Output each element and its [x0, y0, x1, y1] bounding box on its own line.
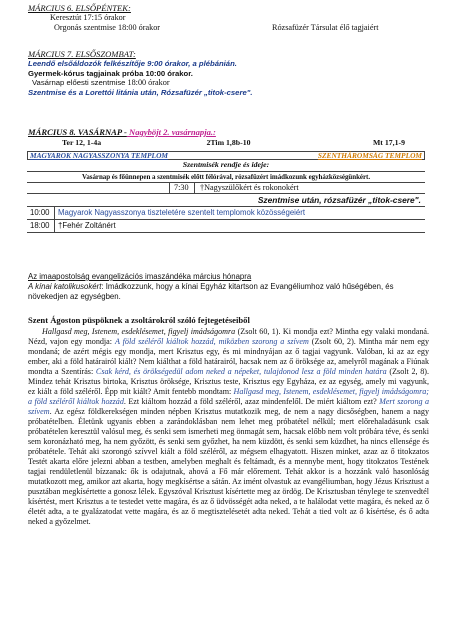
essay-body	[28, 327, 429, 527]
reading-1: Ter 12, 1-4a	[62, 138, 102, 147]
mass-intention-1: †Nagyszülőkért és rokonokért	[200, 183, 299, 192]
divider	[27, 171, 425, 172]
essay-text: . Ezt kiáltom hozzád a föld széléről, azaz mindenfelől. De miért kiáltom ezt?	[123, 397, 380, 407]
reading-3: Mt 17,1-9	[372, 138, 405, 147]
march6-line2b: Rózsafüzér Társulat élő tagjaiért	[272, 23, 379, 33]
reading-2: 2Tim 1,8b-10	[206, 138, 251, 147]
essay-text: . Az egész földkerekségen minden népben Krisztus mutatkozik meg, de nem a nagy dicsőségben, hanem a nagy próbatételben. Életünk ugyanis ebben a zarándoklásban nem lehet meg próbatétel nélkül; mert előrehaladásunk csak próbatételen keresztül valósul meg, és senki sem ismerheti meg önmagát sem, hacsak előbb nem volt próbára téve, és senki sem koronázható meg, ha nem győzött, és senki sem győzhet, ha nem küzdött, és senki sem küzdhet, ha nincs ellensége és próbatétele. Tehát aki szorongó szívvel kiált a föld széléről, az mégsem elhagyatott. Hiszen minket, azaz az ő titokzatos Testét akarta előre jelezni abban a testben, amelyben meghalt és feltámadt, és a mennybe ment, hogy titokzatos Testének tagjai rendületlenül bízzanak: ők is odajutnak, ahová a Fő már előrement. Tehát akkor is a hozzánk való hasonlóság mutatkozott meg, amikor azt akarta, hogy megkísértse a sátán. Az imént olvastuk az evangéliumban, hogy Jézus Krisztust a pusztában megkísértette a gonosz lélek. Egyszóval Krisztust kísértette meg az ördög. De Krisztusban ténylege te szenvedtél kísértést, mert Krisztus a te testedet vette magára, és az ő üdvösségét adta neked, a te halálodat vette magára, és neked az ő életét adta, a te gyalázatodat vette magára, és az ő megtisztelésetét adta neked. Tehát a tied volt az ő kísértése, és ő adta neked a győzelmet.	[28, 407, 429, 527]
essay-section	[28, 315, 429, 527]
essay-text: (Zsolt 60, 2). Mintha már nem egy mondaná; de azért mégis egy mondja, mert Krisztus egy, és mi mindnyájan az ő tagjai vagyunk. Valóban, ki az az egy ember, aki a föld határairól kiált? Nem kiálthat a föld határairól, hacsak nem az ő öröksége az, amelyről magának a Fiúnak mondta a Szentírás:	[28, 337, 430, 377]
mass-time-3: 10:00	[30, 208, 50, 217]
march8-header: MÁRCIUS 8. VASÁRNAP -	[28, 127, 127, 137]
prayer-text-b: : Imádkozzunk, hogy a kínai Egyház kitartson az Evangéliumhoz való hűségében, és növekedjen az egységben.	[28, 281, 394, 301]
march6-line2	[28, 23, 429, 33]
march6-line2a: Orgonás szentmise 18:00 órakor	[54, 23, 161, 33]
march7-line4: Szentmise és a Lorettói litánia után, Rózsafüzér „titok-csere".	[28, 88, 253, 98]
march8-section	[28, 127, 429, 148]
readings-row	[28, 138, 429, 148]
march7-line2: Gyermek-kórus tagjainak próba 10:00 órakor.	[28, 68, 193, 78]
essay-text: (Zsolt 2, 8). Mindez tehát Krisztus birtoka, Krisztus öröksége, Krisztus teste, Krisztus egy Egyháza, ez az egység, amely mi vagyunk, ez kiált a föld széléről. Épp mit kiált? Amit fentebb mondtam:	[28, 367, 429, 397]
march7-line1: Leendő elsőáldozók felkészítője 9:00 órakor, a plébánián.	[28, 59, 237, 69]
prayer-heading: Az imaapostolság evangelizációs imaszándéka március hónapra	[28, 272, 252, 281]
church-left: MAGYAROK NAGYASSZONYA TEMPLOM	[30, 151, 168, 160]
divider	[27, 232, 425, 233]
march6-line1: Keresztút 17:15 órakor	[50, 13, 126, 23]
essay-title: Szent Ágoston püspöknek a zsoltárokról szóló fejtegetéseiből	[28, 315, 250, 325]
prayer-text-a: A kínai katolikusokért	[28, 281, 102, 291]
mass-time-1: 7:30	[174, 183, 189, 192]
march7-line3	[28, 78, 429, 88]
divider	[54, 220, 55, 232]
essay-text: (Zsolt 60, 1). Ki mondja ezt? Mintha egy valaki mondaná. Nézd, vajon egy mondja:	[28, 327, 429, 347]
prayer-text	[28, 282, 429, 302]
mass-row-4	[27, 220, 425, 232]
church-right: SZENTHÁROMSÁG TEMPLOM	[317, 151, 422, 160]
mass-row-1	[169, 183, 426, 193]
divider	[27, 193, 425, 194]
essay-quote: Hallgasd meg, Istenem, esdeklésemet, figyelj imádságomra; a föld széléről kiáltok hozzád	[28, 387, 429, 407]
mass-intention-4: †Fehér Zoltánért	[58, 221, 116, 230]
divider	[54, 207, 55, 219]
essay-quote: A föld széléről kiáltok hozzád, miközben szorong a szívem	[114, 337, 309, 347]
mass-schedule-table	[27, 151, 425, 264]
mass-intention-3: Magyarok Nagyasszonya tiszteletére szentelt templomok közösségeiért	[58, 208, 306, 217]
march7-header: MÁRCIUS 7. ELSŐSZOMBAT:	[28, 49, 136, 59]
churches-row	[27, 151, 425, 160]
march6-header: MÁRCIUS 6. ELSŐPÉNTEK:	[28, 3, 131, 13]
divider	[194, 182, 195, 193]
prayer-section	[28, 272, 429, 302]
mass-note-2: Szentmise után, rózsafüzér „titok-csere".	[257, 195, 421, 205]
march7-line3b: 18:00 órakor	[125, 78, 170, 88]
march8-header-line	[28, 127, 429, 138]
essay-quote: Csak kérd, és örökségedül adom neked a népeket, tulajdonod lesz a föld minden határa	[95, 367, 387, 377]
march7-section	[28, 49, 429, 98]
mass-time-4: 18:00	[30, 221, 50, 230]
march7-line3a: Vasárnap előesti szentmise	[32, 78, 126, 88]
essay-quote: Hallgasd meg, Istenem, esdeklésemet, figyelj imádságomra	[42, 327, 236, 337]
essay-quote: Mert szorong a szívem	[28, 397, 429, 417]
mass-row-3	[27, 207, 425, 219]
march8-header-sub: Nagyböjt 2. vasárnapja.:	[126, 127, 216, 137]
march6-section	[28, 3, 429, 33]
notice: Vasárnap és főünnepen a szentmisék előtt félórával, rózsafüzért imádkozunk egyházközségünkért.	[81, 173, 371, 181]
order-heading: Szentmisék rendje és ideje:	[182, 160, 270, 169]
